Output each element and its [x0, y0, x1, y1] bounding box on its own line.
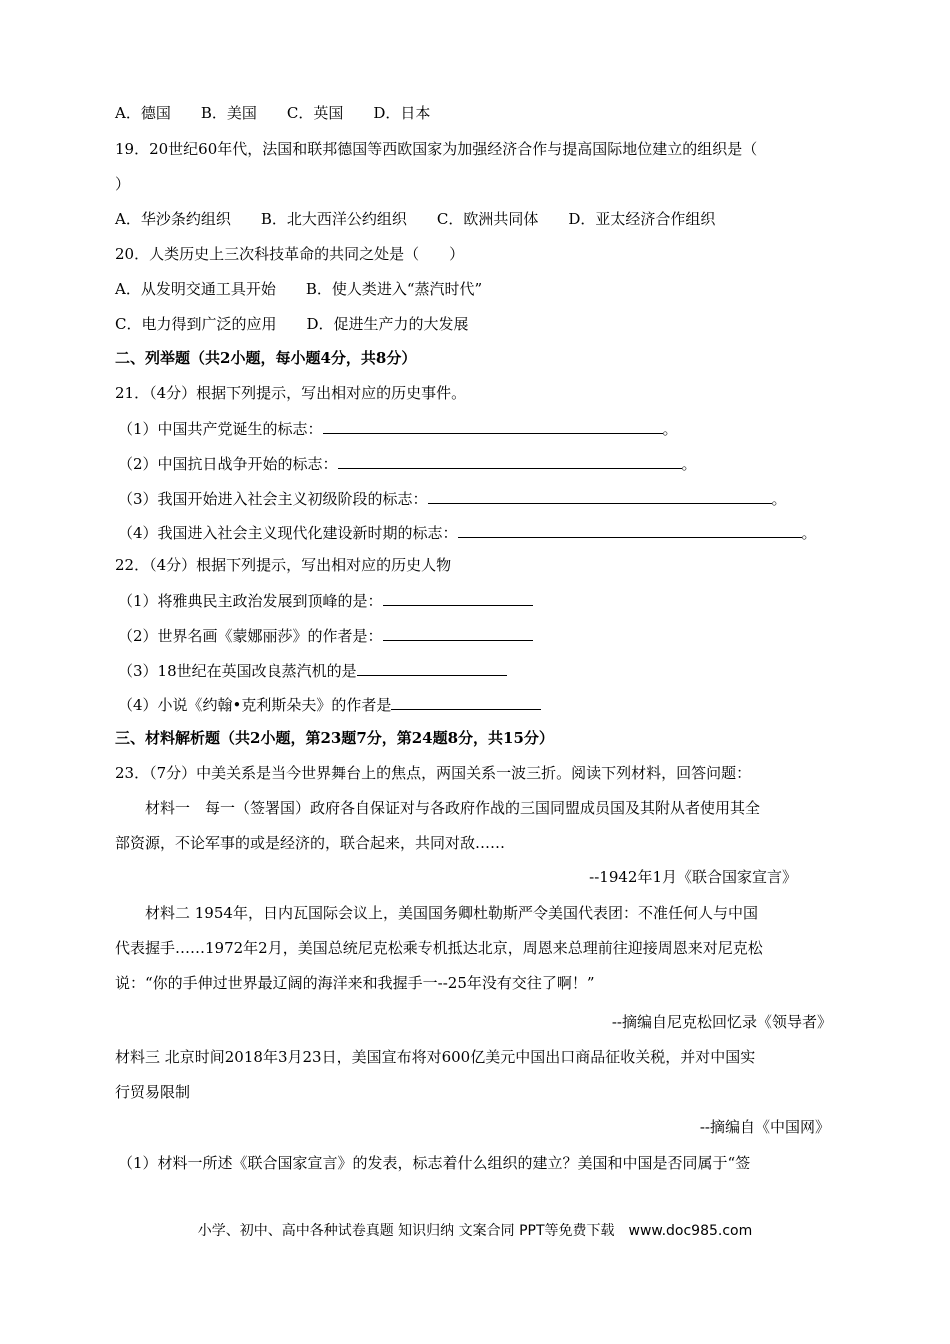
q23-subquestion-1: （1）材料一所述《联合国家宣言》的发表，标志着什么组织的建立？美国和中国是否同属于“签: [118, 1154, 751, 1172]
q19-stem-close: ）: [115, 175, 131, 193]
page-footer: 小学、初中、高中各种试卷真题 知识归纳 文案合同 PPT等免费下载 www.doc985.com: [197, 1223, 753, 1239]
q19-options: A．华沙条约组织 B．北大西洋公约组织 C．欧洲共同体 D．亚太经济合作组织: [115, 210, 716, 228]
q21-item-4: （4）我国进入社会主义现代化建设新时期的标志： 。: [118, 524, 817, 542]
q22-item-label: （2）世界名画《蒙娜丽莎》的作者是：: [118, 627, 383, 645]
q21-item-2: （2）中国抗日战争开始的标志： 。: [118, 455, 697, 473]
q21-item-3: （3）我国开始进入社会主义初级阶段的标志： 。: [118, 490, 787, 508]
material-2-source: --摘编自尼克松回忆录《领导者》: [611, 1013, 832, 1031]
q23-stem: 23．（7分）中美关系是当今世界舞台上的焦点，两国关系一波三折。阅读下列材料，回答问题：: [115, 764, 752, 782]
q22-item-label: （3）18世纪在英国改良蒸汽机的是: [118, 662, 357, 680]
q22-item-label: （1）将雅典民主政治发展到顶峰的是：: [118, 592, 383, 610]
material-2-line-2: 代表握手……1972年2月，美国总统尼克松乘专机抵达北京，周恩来总理前往迎接周恩来对尼克松: [115, 939, 763, 957]
answer-blank[interactable]: [338, 453, 682, 469]
material-2-line-1: 材料二 1954年，日内瓦国际会议上，美国国务卿杜勒斯严令美国代表团：不准任何人与中国: [145, 904, 758, 922]
q22-item-2: [118, 625, 533, 646]
material-1-line-1: 材料一 每一（签署国）政府各自保证对与各政府作战的三国同盟成员国及其附从者使用其全: [145, 799, 761, 817]
q20-options-cd: C．电力得到广泛的应用 D．促进生产力的大发展: [115, 315, 469, 333]
q22-item-3: [118, 660, 507, 681]
q21-item-label: （4）我国进入社会主义现代化建设新时期的标志：: [118, 524, 458, 542]
q20-stem: 20．人类历史上三次科技革命的共同之处是（ ）: [115, 245, 465, 263]
answer-blank[interactable]: [383, 590, 533, 606]
q22-stem: 22．（4分）根据下列提示，写出相对应的历史人物: [115, 556, 452, 574]
q20-options-ab: A．从发明交通工具开始 B．使人类进入“蒸汽时代”: [115, 280, 483, 298]
q22-item-4: [118, 694, 541, 715]
material-3-line-2: 行贸易限制: [115, 1083, 191, 1101]
material-2-line-3: 说：“你的手伸过世界最辽阔的海洋来和我握手一--25年没有交往了啊！”: [115, 974, 595, 992]
section-3-title: 三、材料解析题（共2小题，第23题7分，第24题8分，共15分）: [115, 729, 554, 747]
answer-blank[interactable]: [428, 488, 772, 504]
section-2-title: 二、列举题（共2小题，每小题4分，共8分）: [115, 349, 417, 367]
answer-blank[interactable]: [458, 522, 802, 538]
q22-item-1: [118, 590, 533, 611]
q21-item-label: （1）中国共产党诞生的标志：: [118, 420, 323, 438]
answer-blank[interactable]: [383, 625, 533, 641]
q21-item-1: （1）中国共产党诞生的标志： 。: [118, 420, 678, 438]
material-1-line-2: 部资源，不论军事的或是经济的，联合起来，共同对敌……: [115, 834, 506, 852]
material-3-line-1: 材料三 北京时间2018年3月23日，美国宣布将对600亿美元中国出口商品征收关税，并对中国实: [115, 1048, 756, 1066]
q18-options: A．德国 B．美国 C．英国 D．日本: [115, 104, 431, 122]
q21-stem: 21．（4分）根据下列提示，写出相对应的历史事件。: [115, 384, 467, 402]
q21-item-label: （2）中国抗日战争开始的标志：: [118, 455, 338, 473]
material-1-source: --1942年1月《联合国家宣言》: [589, 868, 797, 886]
q21-item-label: （3）我国开始进入社会主义初级阶段的标志：: [118, 490, 428, 508]
q22-item-label: （4）小说《约翰•克利斯朵夫》的作者是: [118, 696, 392, 714]
answer-blank[interactable]: [391, 694, 541, 710]
answer-blank[interactable]: [323, 418, 663, 434]
answer-blank[interactable]: [357, 660, 507, 676]
material-3-source: --摘编自《中国网》: [699, 1118, 830, 1136]
q19-stem: 19．20世纪60年代，法国和联邦德国等西欧国家为加强经济合作与提高国际地位建立的组织是（: [115, 140, 758, 158]
